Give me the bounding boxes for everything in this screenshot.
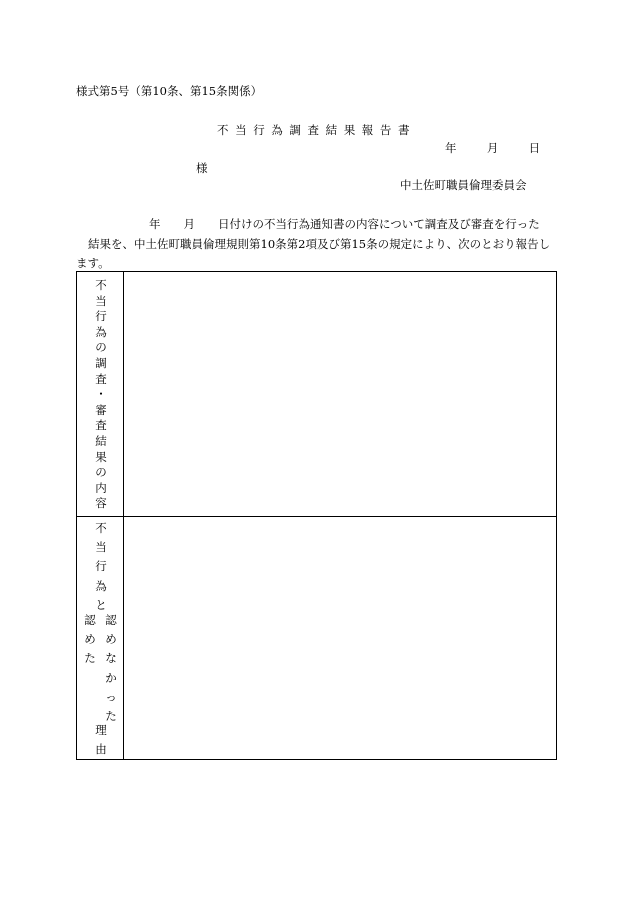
label-reason-top-char: 行 [95,559,107,574]
table-row-reason [77,517,557,760]
label-reason-right-char: か [105,670,117,685]
label-reason [77,517,124,760]
label-investigation-char: 為 [95,324,107,339]
content-investigation-result[interactable] [124,272,557,517]
date-year: 年 [445,141,457,155]
label-investigation-char: 結 [95,434,107,448]
label-investigation-char: 不 [95,278,107,292]
label-investigation-char: 果 [95,449,107,464]
label-investigation-char: 調 [95,356,107,370]
label-reason-right-char: 認 [105,613,117,627]
label-reason-right-char: た [105,709,117,723]
label-investigation-char: 行 [95,309,107,324]
label-investigation-char: 内 [95,480,107,495]
label-reason-right-char: め [105,632,117,647]
label-investigation-char: 容 [95,496,107,511]
form-number: 様式第5号（第10条、第15条関係） [76,84,263,98]
label-reason-top-char: 為 [95,578,107,593]
body-text-line-1: 年 月 日付けの不当行為通知書の内容について調査及び審査を行った [149,217,540,231]
label-reason-left-char: た [84,651,96,666]
content-reason[interactable] [124,517,557,760]
label-investigation-char: 査 [95,418,107,433]
label-reason-bottom-char: 由 [95,742,107,757]
table-row-investigation [77,272,557,517]
label-investigation-char: 査 [95,371,107,386]
label-investigation-char: の [95,465,107,480]
committee-name: 中土佐町職員倫理委員会 [400,178,527,192]
report-table [76,271,557,760]
label-reason-top-char: 不 [95,521,107,535]
label-investigation-char: ・ [95,387,107,402]
document-title: 不当行為調査結果報告書 [217,123,417,137]
date-line [445,143,540,155]
label-investigation-char: 当 [95,293,107,308]
label-investigation-result [77,272,124,517]
label-reason-right-char: な [105,651,117,666]
label-reason-bottom-char: 理 [95,723,107,737]
label-investigation-char: の [95,340,107,355]
body-text-line-2: 結果を、中土佐町職員倫理規則第10条第2項及び第15条の規定により、次のとおり報告し [88,237,551,251]
date-day: 日 [528,141,541,155]
label-investigation-char: 審 [95,402,107,417]
label-reason-top-char: と [95,597,107,612]
body-text-line-3: ます。 [76,256,110,270]
label-reason-right-char: っ [105,689,117,704]
label-reason-left-char: め [84,632,96,647]
label-reason-left-char: 認 [84,613,96,627]
date-month: 月 [486,141,499,155]
label-reason-top-char: 当 [95,540,107,555]
addressee: 様 [196,161,208,175]
